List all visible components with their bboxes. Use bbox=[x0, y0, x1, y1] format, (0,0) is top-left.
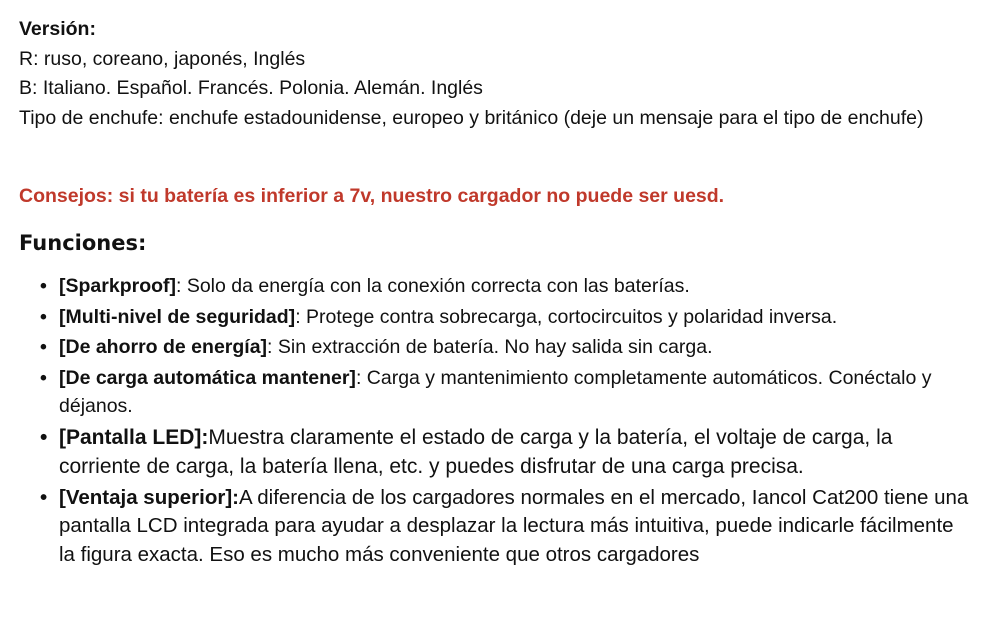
feature-term: [Pantalla LED]: bbox=[59, 425, 209, 449]
bullet-icon: • bbox=[40, 366, 47, 389]
bullet-icon: • bbox=[40, 425, 48, 449]
feature-item-security bbox=[0, 303, 975, 332]
feature-item-led-display bbox=[0, 423, 975, 482]
plug-type-line: Tipo de enchufe: enchufe estadounidense, europeo y británico (deje un mensaje para el tipo de enchufe) bbox=[19, 106, 924, 129]
bullet-icon: • bbox=[40, 485, 48, 509]
feature-item-sparkproof bbox=[0, 272, 975, 301]
feature-text: : Protege contra sobrecarga, cortocircuitos y polaridad inversa. bbox=[295, 305, 838, 328]
feature-text: : Solo da energía con la conexión correcta con las baterías. bbox=[176, 275, 690, 297]
feature-term: [De carga automática mantener] bbox=[59, 366, 356, 389]
feature-item-auto-maintain bbox=[0, 364, 975, 421]
feature-text: : Carga y mantenimiento completamente automáticos. Conéctalo y déjanos. bbox=[59, 366, 932, 417]
version-line-r: R: ruso, coreano, japonés, Inglés bbox=[19, 47, 306, 70]
bullet-icon: • bbox=[40, 305, 47, 328]
feature-text: Muestra claramente el estado de carga y la batería, el voltaje de carga, la corriente de carga, la batería llena, etc. y puedes disfrutar de una carga precisa. bbox=[59, 425, 893, 478]
version-line-b: B: Italiano. Español. Francés. Polonia. Alemán. Inglés bbox=[19, 77, 483, 100]
feature-text: : Sin extracción de batería. No hay salida sin carga. bbox=[267, 336, 713, 358]
feature-term: [Ventaja superior]: bbox=[59, 485, 239, 509]
feature-term: [Sparkproof] bbox=[59, 275, 176, 297]
bullet-icon: • bbox=[40, 336, 47, 358]
bullet-icon: • bbox=[40, 275, 47, 297]
tip-warning: Consejos: si tu batería es inferior a 7v, nuestro cargador no puede ser uesd. bbox=[19, 185, 725, 207]
feature-text: A diferencia de los cargadores normales en el mercado, Iancol Cat200 tiene una pantalla LCD integrada para ayudar a desplazar la lectura más intuitiva, puede indicarle fácilmente la figura exacta. Eso es mucho más conveniente que otros cargadores bbox=[59, 485, 969, 566]
feature-term: [Multi-nivel de seguridad] bbox=[59, 305, 296, 328]
functions-heading: Funciones: bbox=[19, 231, 147, 255]
version-section bbox=[19, 15, 979, 133]
features-list bbox=[0, 272, 975, 571]
feature-item-superior-advantage bbox=[0, 484, 975, 570]
version-heading: Versión: bbox=[19, 18, 96, 40]
feature-item-energy-saving bbox=[0, 333, 975, 362]
feature-term: [De ahorro de energía] bbox=[59, 336, 268, 358]
